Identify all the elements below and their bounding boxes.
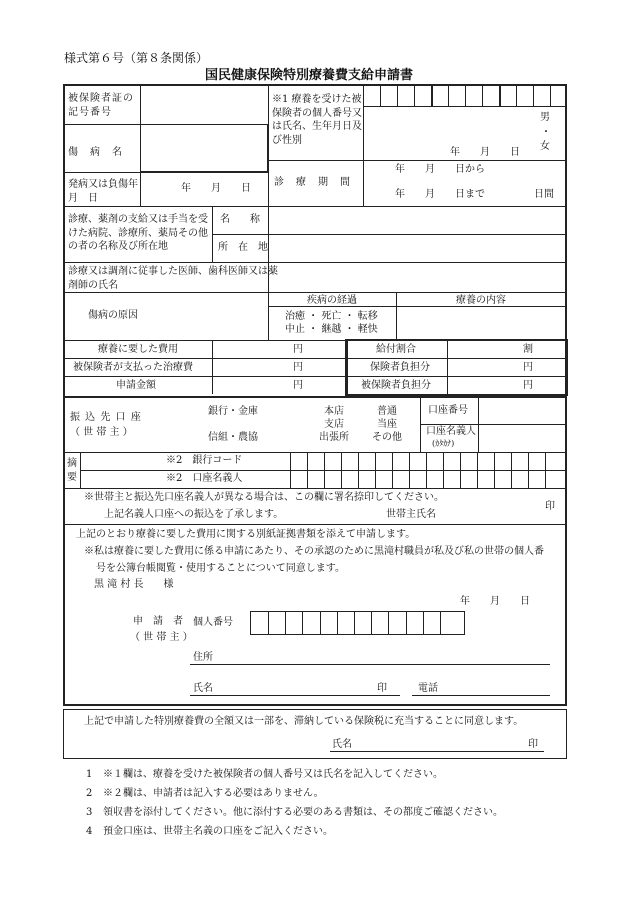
consent2-name-label: 氏名 — [332, 739, 352, 750]
consent1-line2: 上記名義人口座への振込を了承します。 — [104, 509, 284, 520]
note-1-no: 1 — [86, 769, 93, 780]
application-line2: ※私は療養に要した費用に係る申請にあたり、その承認のために黒滝村職員が私及び私の世帯の個人番 — [84, 546, 544, 557]
insured-share-label: 被保険者負担分 — [361, 380, 431, 391]
summary-label: 摘要 — [67, 458, 77, 483]
sex-female: 女 — [540, 141, 550, 152]
bank-account-label: 振 込 先 口 座 — [70, 412, 142, 423]
yen-2: 円 — [293, 362, 303, 373]
apply-amount-label: 申請金額 — [116, 380, 156, 391]
cause-label: 傷病の原因 — [88, 310, 138, 321]
applicant-sub-label: （ 世 帯 主 ） — [130, 632, 193, 643]
yen-3: 円 — [293, 380, 303, 391]
disease-field[interactable] — [140, 124, 268, 172]
onset-label: 発病又は負傷年 月 日 — [68, 179, 148, 204]
period-days: 日間 — [534, 189, 554, 200]
application-line3: 号を公簿台帳閲覧・使用することについて同意します。 — [96, 563, 345, 574]
applicant-label: 申 請 者 — [133, 616, 183, 627]
yen-1: 円 — [293, 344, 303, 355]
applicant-phone-line[interactable] — [412, 695, 550, 696]
disease-label: 傷 病 名 — [68, 147, 123, 158]
bank-code-cells[interactable] — [290, 452, 567, 488]
branch-3: 出張所 — [319, 432, 349, 443]
addressee: 黒 滝 村 長 様 — [94, 579, 174, 590]
consent1-seal: 印 — [545, 501, 555, 512]
form-title: 国民健康保険特別療養費支給申請書 — [205, 68, 414, 83]
note-4-no: 4 — [86, 826, 93, 837]
note-2-text: ※２欄は、申請者は記入する必要はありません。 — [103, 788, 324, 799]
account-type-1: 普通 — [377, 406, 397, 417]
required-cost-label: 療養に要した費用 — [98, 344, 178, 355]
wari-unit: 割 — [523, 344, 533, 355]
onset-date: 年 月 日 — [181, 183, 251, 194]
course-label: 疾病の経過 — [307, 295, 357, 306]
insurer-share-label: 保険者負担分 — [370, 362, 430, 373]
applicant-address-label: 住所 — [193, 652, 213, 663]
applicant-seal: 印 — [377, 683, 387, 694]
bank-household-label: （ 世 帯 主 ） — [70, 427, 133, 438]
note-4-text: 預金口座は、世帯主名義の口座をご記入ください。 — [103, 826, 333, 837]
period-from: 年 月 日から — [395, 164, 485, 175]
paid-cost-label: 被保険者が支払った治療費 — [73, 362, 193, 373]
applicant-name-label: 氏名 — [193, 683, 213, 694]
account-holder-label: 口座名義人 — [426, 426, 476, 437]
yen-5: 円 — [523, 380, 533, 391]
benefit-ratio-label: 給付割合 — [376, 344, 416, 355]
bank-type-1: 銀行・金庫 — [208, 406, 258, 417]
consent2-text: 上記で申請した特別療養費の全額又は一部を、滞納している保険税に充当することに同意します。 — [84, 716, 524, 727]
note-2-no: 2 — [86, 788, 93, 799]
account-number-label: 口座番号 — [428, 405, 468, 416]
insured-number-label: 被保険者証の記号番号 — [68, 93, 134, 118]
consent2-name-line[interactable] — [330, 751, 544, 752]
course-options-2: 中止 ・ 継越 ・ 軽快 — [285, 324, 378, 335]
application-date: 年 月 日 — [460, 596, 530, 607]
insured-my-number-boxes[interactable] — [363, 84, 567, 106]
note-3-no: 3 — [86, 807, 93, 818]
consent1-head-name: 世帯主氏名 — [386, 509, 436, 520]
hospital-label: 診療、薬剤の支給又は手当を受けた病院、診療所、薬局その他の者の名称及び所在地 — [68, 214, 208, 252]
hospital-name-label: 名 称 — [220, 214, 260, 225]
account-type-3: その他 — [372, 432, 402, 443]
form-number: 様式第６号（第８条関係） — [64, 51, 209, 65]
note-1-text: ※１欄は、療養を受けた被保険者の個人番号又は氏名を記入してください。 — [103, 769, 443, 780]
holder-name-label: ※2 口座名義人 — [166, 473, 243, 484]
applicant-phone-label: 電話 — [418, 683, 438, 694]
birth-date: 年 月 日 — [450, 147, 520, 158]
yen-4: 円 — [523, 362, 533, 373]
sex-male: 男 — [540, 112, 550, 123]
treatment-label: 療養の内容 — [456, 295, 506, 306]
applicant-name-line[interactable] — [190, 695, 400, 696]
bank-code-label: ※2 銀行コード — [166, 455, 243, 466]
period-to: 年 月 日まで — [395, 189, 485, 200]
consent2-seal: 印 — [528, 739, 538, 750]
application-line1: 上記のとおり療養に要した費用に関する別紙証拠書類を添えて申請します。 — [76, 529, 416, 540]
account-type-2: 当座 — [377, 419, 397, 430]
katakana-note: (ｶﾀｶﾅ) — [432, 439, 455, 448]
course-options-1: 治癒 ・ 死亡 ・ 転移 — [285, 311, 378, 322]
bank-type-2: 信組・農協 — [208, 432, 258, 443]
period-label: 診 療 期 間 — [274, 177, 351, 188]
consent1-line1: ※世帯主と振込先口座名義人が異なる場合は、この欄に署名捺印してください。 — [84, 492, 444, 503]
applicant-address-line[interactable] — [190, 664, 550, 665]
branch-2: 支店 — [324, 419, 344, 430]
applicant-my-number-boxes[interactable] — [250, 611, 465, 635]
doctor-label: 診療又は調剤に従事した医師、歯科医師又は薬剤師の氏名 — [68, 266, 278, 291]
my-number-label: 個人番号 — [193, 617, 233, 628]
branch-1: 本店 — [324, 406, 344, 417]
note1-label: ※1 療養を受けた被保険者の個人番号又は氏名、生年月日及び性別 — [272, 94, 362, 146]
note-3-text: 領収書を添付してください。他に添付する必要のある書類は、その都度ご確認ください。 — [103, 807, 503, 818]
hospital-address-label: 所 在 地 — [218, 242, 268, 253]
sex-dot: ・ — [541, 127, 551, 138]
